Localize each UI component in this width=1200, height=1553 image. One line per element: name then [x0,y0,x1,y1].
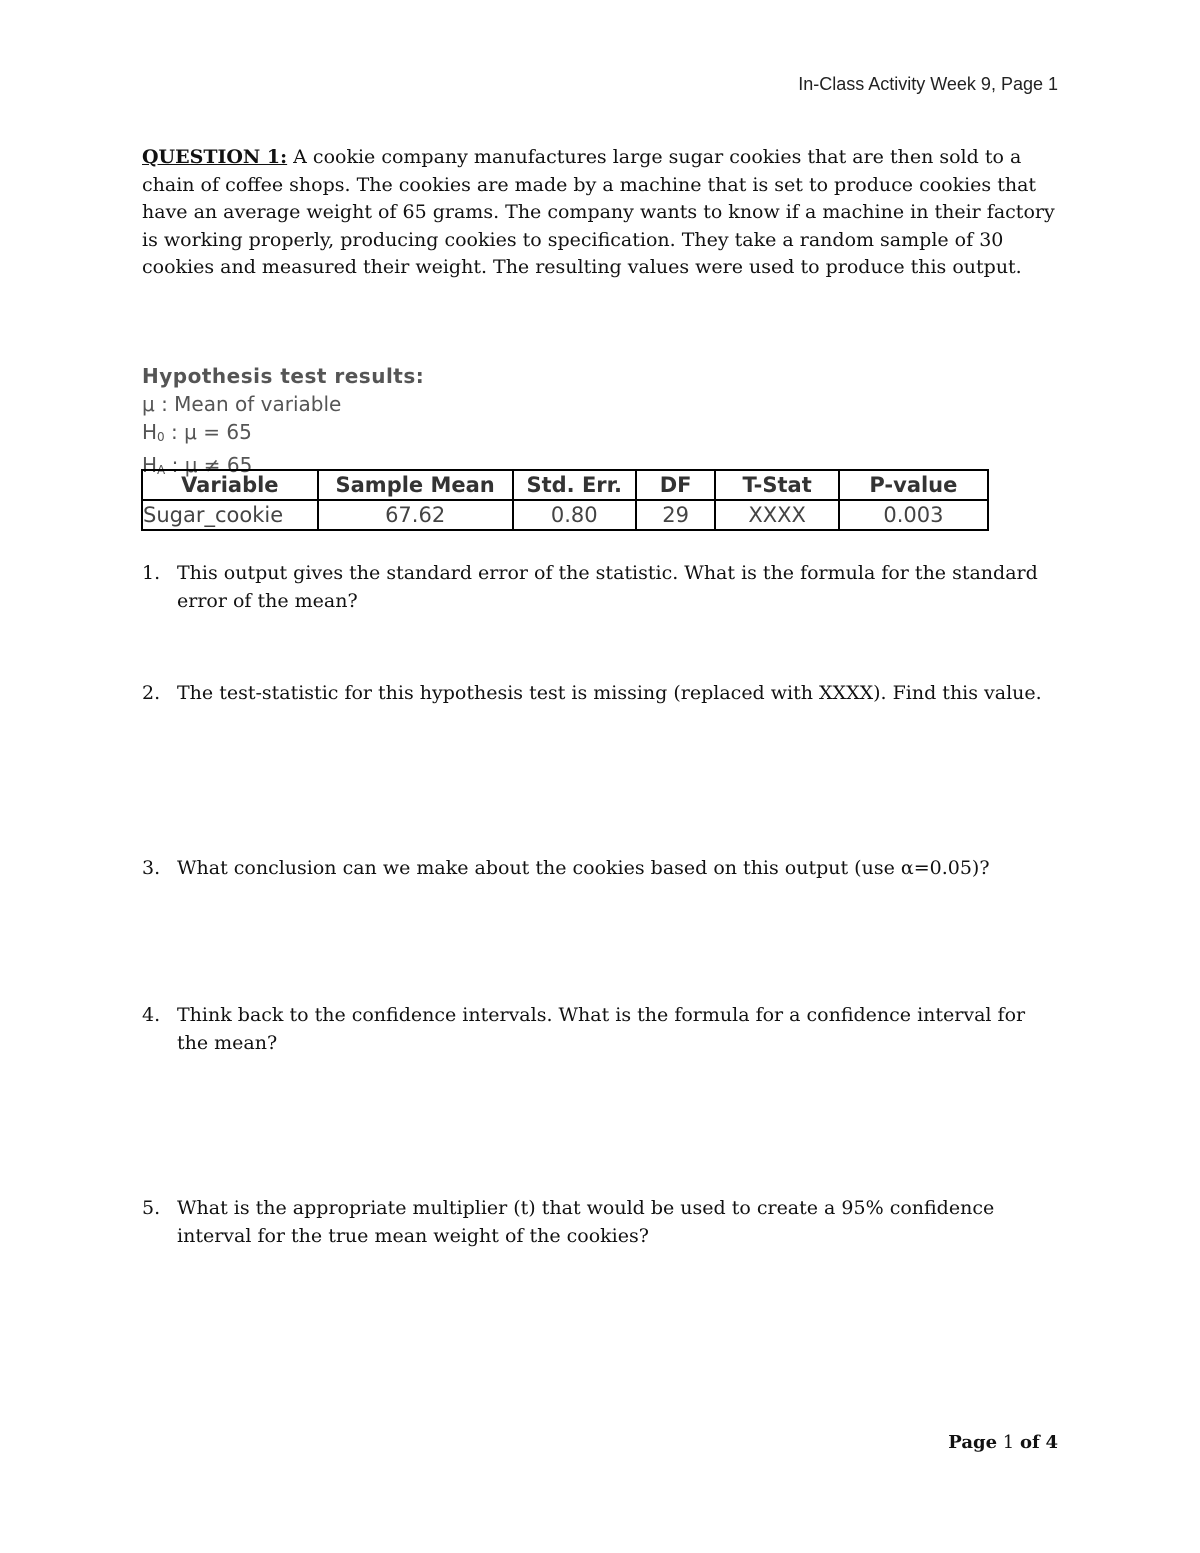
header-df: DF [636,470,716,500]
ha-subscript: A [157,463,166,477]
null-hypothesis [142,418,424,451]
results-table [141,469,989,531]
question-text: A cookie company manufactures large sugar cookies that are then sold to a chain of coffee shops. The cookies are made by a machine that is set to produce cookies that have an average weight of 65 grams. The company wants to know if a machine in their factory is working properly, producing cookies to specification. They take a random sample of 30 cookies and measured their weight. The resulting values were used to produce this output. [142,146,1055,278]
page-header: In-Class Activity Week 9, Page 1 [798,74,1058,94]
footer-total-pages: 4 [1045,1432,1058,1453]
question-1 [142,144,1060,282]
cell-t-stat: XXXX [715,500,838,530]
question-label: QUESTION 1: [142,146,288,168]
h0-rest: : μ = 65 [164,420,252,444]
list-item [142,1195,1060,1250]
parameter-definition: μ : Mean of variable [142,392,342,416]
hypothesis-title: Hypothesis test results: [142,364,425,388]
hypothesis-block [142,362,424,484]
footer-of-word: of [1019,1432,1040,1453]
footer-page-number: 1 [1002,1432,1015,1453]
item-text: What is the appropriate multiplier (t) that would be used to create a 95% confidence interval for the true mean weight of the cookies? [177,1197,995,1247]
cell-std-err: 0.80 [513,500,636,530]
header-sample-mean: Sample Mean [318,470,513,500]
header-variable: Variable [142,470,318,500]
item-number: 3. [142,857,161,879]
header-t-stat: T-Stat [715,470,838,500]
item-number: 2. [142,682,161,704]
list-item [142,680,1060,708]
list-item [142,855,1060,883]
h0-subscript: 0 [157,430,165,444]
header-std-err: Std. Err. [513,470,636,500]
list-item [142,560,1060,615]
page-footer [948,1432,1058,1453]
ha-rest: : μ ≠ 65 [165,453,253,477]
item-text: Think back to the confidence intervals. What is the formula for a confidence interval for the mean? [177,1004,1026,1054]
item-number: 4. [142,1004,161,1026]
cell-p-value: 0.003 [839,500,988,530]
footer-page-word: Page [948,1432,998,1453]
table-row [142,500,988,530]
cell-df: 29 [636,500,716,530]
header-p-value: P-value [839,470,988,500]
cell-variable: Sugar_cookie [142,500,318,530]
cell-sample-mean: 67.62 [318,500,513,530]
table-header-row [142,470,988,500]
ha-prefix: H [142,453,158,477]
item-number: 1. [142,562,161,584]
h0-prefix: H [142,420,158,444]
list-item [142,1002,1060,1057]
item-text: This output gives the standard error of the statistic. What is the formula for the standard error of the mean? [177,562,1038,612]
item-text: The test-statistic for this hypothesis test is missing (replaced with XXXX). Find this value. [177,682,1042,704]
item-number: 5. [142,1197,161,1219]
item-text: What conclusion can we make about the cookies based on this output (use α=0.05)? [177,857,990,879]
